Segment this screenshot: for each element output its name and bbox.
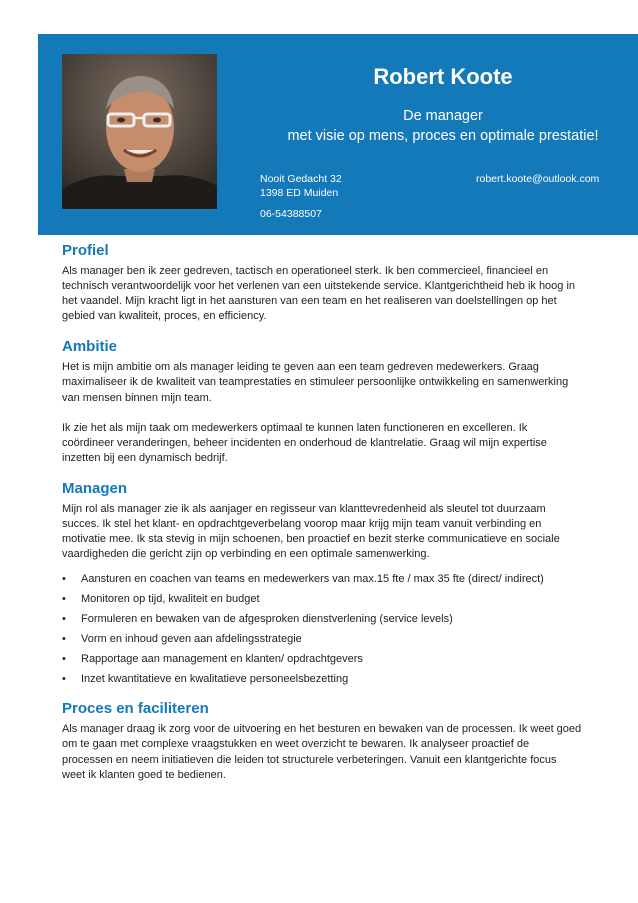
list-item-text: Formuleren en bewaken van de afgesproken dienstverlening (service levels) [81, 613, 453, 626]
bullet-icon: • [62, 613, 66, 626]
bullet-icon: • [62, 593, 66, 606]
bullet-icon: • [62, 653, 66, 666]
section-managen [62, 480, 582, 686]
address-city: 1398 ED Muiden [260, 187, 339, 199]
email-link[interactable]: robert.koote@outlook.com [476, 173, 600, 185]
managen-bullet-list [62, 572, 582, 686]
profiel-paragraph: Als manager ben ik zeer gedreven, tactisch en operationeel sterk. Ik ben commercieel, financieel en technisch verantwoordelijk voor het verlenen van een uitstekende service. Klantgerichtheid heb ik hoog in het vaandel. Mijn kracht ligt in het aansturen van een team en het realiseren van doelstellingen op het gebied van kwaliteit, proces, en efficiency. [62, 265, 576, 323]
list-item-text: Aansturen en coachen van teams en medewerkers van max.15 fte / max 35 fte (direct/ indirect) [81, 573, 544, 586]
list-item-text: Rapportage aan management en klanten/ opdrachtgevers [81, 653, 363, 666]
section-ambitie [62, 338, 582, 466]
list-item [62, 612, 582, 626]
list-item [62, 572, 582, 586]
address-block [260, 172, 342, 200]
list-item [62, 652, 582, 666]
list-item [62, 632, 582, 646]
list-item [62, 672, 582, 686]
tagline-line-2: met visie op mens, proces en optimale prestatie! [287, 128, 599, 144]
bullet-icon: • [62, 673, 66, 686]
section-profiel [62, 242, 582, 324]
section-title-profiel: Profiel [62, 242, 109, 259]
bullet-icon: • [62, 573, 66, 586]
candidate-name: Robert Koote [373, 64, 513, 89]
section-title-managen: Managen [62, 479, 128, 497]
ambitie-paragraph-2: Ik zie het als mijn taak om medewerkers optimaal te kunnen laten functioneren en excelleren. Ik coördineer veranderingen, beheer incidenten en onderhoud de klantrelatie. Graag wil mijn expertise inzetten bij een dynamisch bedrijf. [62, 421, 547, 464]
ambitie-paragraph-1: Het is mijn ambitie om als manager leiding te geven aan een team gedreven medewerkers. Graag maximaliseer ik de kwaliteit van teamprestaties en stimuleer persoonlijke ontwikkeling en samenwerking van mensen binnen mijn team. [62, 361, 569, 404]
cv-content [62, 242, 582, 797]
tagline [248, 106, 638, 146]
address-street: Nooit Gedacht 32 [260, 173, 342, 185]
list-item-text: Inzet kwantitatieve en kwalitatieve personeelsbezetting [81, 673, 349, 686]
section-title-proces: Proces en faciliteren [62, 700, 209, 718]
list-item-text: Vorm en inhoud geven aan afdelingsstrategie [81, 633, 302, 646]
list-item [62, 592, 582, 606]
bullet-icon: • [62, 633, 66, 646]
proces-paragraph: Als manager draag ik zorg voor de uitvoering en het besturen en bewaken van de processen. Ik weet goed om te gaan met complexe vraagstukken en weet overzicht te bewaren. Ik analyseer proactief de processen en neem initiatieven die leiden tot structurele verbeteringen. Vanuit een klantgerichte focus weet ik klanten goed te bedienen. [62, 723, 582, 781]
tagline-line-1: De manager [403, 108, 483, 124]
phone-number: 06-54388507 [260, 208, 322, 220]
section-proces [62, 700, 582, 782]
managen-paragraph: Mijn rol als manager zie ik als aanjager en regisseur van klanttevredenheid als sleutel tot duurzaam succes. Ik stel het klant- en opdrachtgeverbelang voorop maar krijg mijn team vanuit verbinding en motivatie mee. Ik sta stevig in mijn schoenen, ben proactief en bezit sterke communicatieve en sociale vaardigheden die gericht zijn op verbinding en een optimale samenwerking. [62, 502, 560, 561]
list-item-text: Monitoren op tijd, kwaliteit en budget [81, 593, 260, 606]
section-title-ambitie: Ambitie [62, 338, 118, 356]
header-banner [38, 34, 638, 235]
